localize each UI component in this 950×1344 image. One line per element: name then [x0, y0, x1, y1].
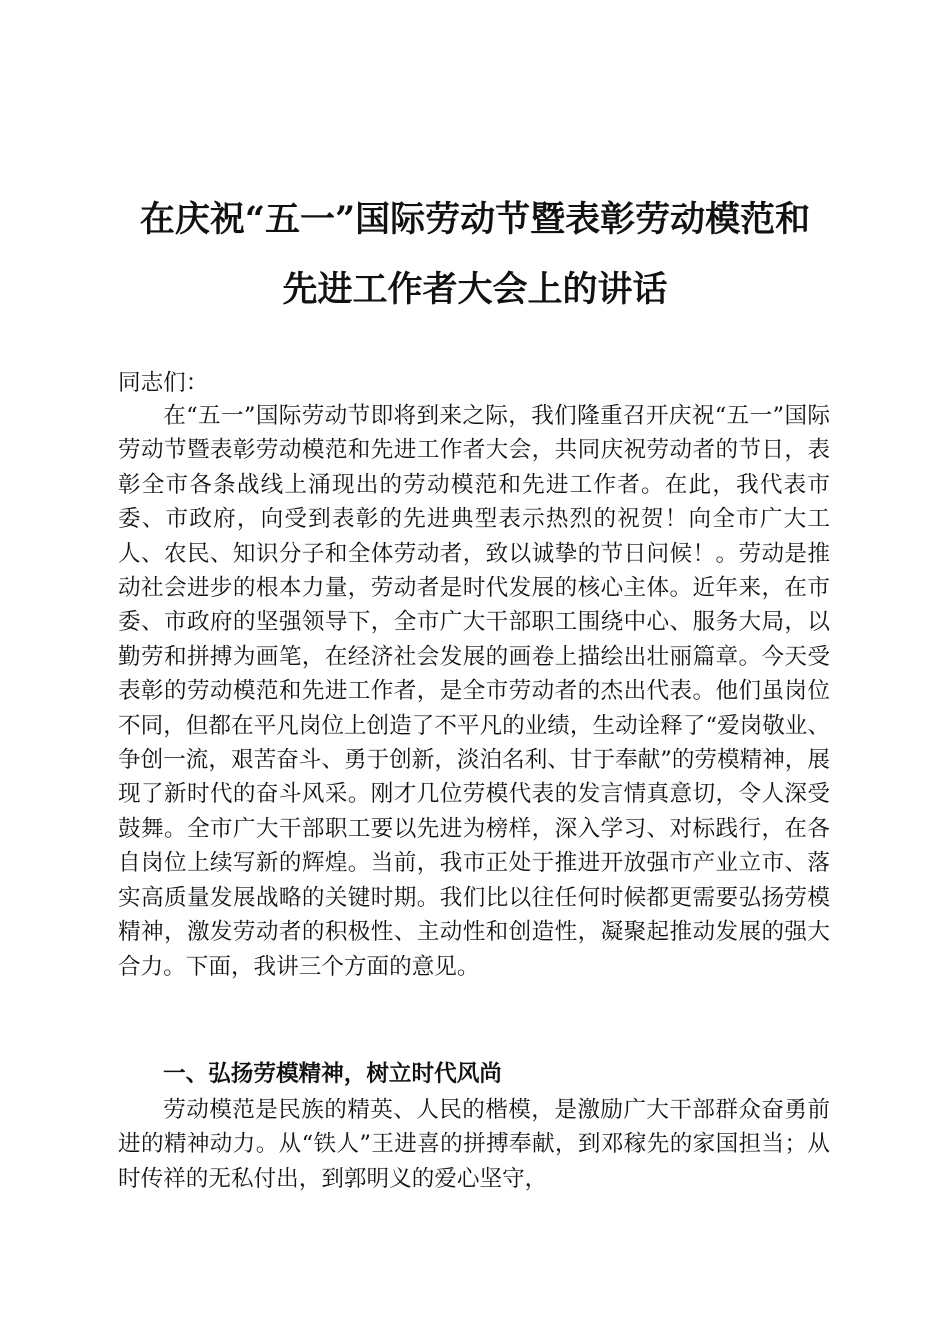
document-title-line-2: 先进工作者大会上的讲话	[282, 269, 668, 310]
section-heading-1: 一、弘扬劳模精神，树立时代风尚	[163, 1061, 502, 1087]
salutation: 同志们：	[118, 370, 209, 396]
document-title-line-1: 在庆祝“五一”国际劳动节暨表彰劳动模范和	[139, 199, 811, 240]
body-paragraph-1: 在“五一”国际劳动节即将到来之际，我们隆重召开庆祝“五一”国际劳动节暨表彰劳动模范和先进工作者大会，共同庆祝劳动者的节日，表彰全市各条战线上涌现出的劳动模范和先进工作者。在此，我代表市委、市政府，向受到表彰的先进典型表示热烈的祝贺！向全市广大工人、农民、知识分子和全体劳动者，致以诚挚的节日问候！。劳动是推动社会进步的根本力量，劳动者是时代发展的核心主体。近年来，在市委、市政府的坚强领导下，全市广大干部职工围绕中心、服务大局，以勤劳和拼搏为画笔，在经济社会发展的画卷上描绘出壮丽篇章。今天受表彰的劳动模范和先进工作者，是全市劳动者的杰出代表。他们虽岗位不同，但都在平凡岗位上创造了不平凡的业绩，生动诠释了“爱岗敬业、争创一流，艰苦奋斗、勇于创新，淡泊名利、甘于奉献”的劳模精神，展现了新时代的奋斗风采。刚才几位劳模代表的发言情真意切，令人深受鼓舞。全市广大干部职工要以先进为榜样，深入学习、对标践行，在各自岗位上续写新的辉煌。当前，我市正处于推进开放强市产业立市、落实高质量发展战略的关键时期。我们比以往任何时候都更需要弘扬劳模精神，激发劳动者的积极性、主动性和创造性，凝聚起推动发展的强大合力。下面，我讲三个方面的意见。	[118, 403, 830, 980]
body-paragraph-2: 劳动模范是民族的精英、人民的楷模，是激励广大干部群众奋勇前进的精神动力。从“铁人”王进喜的拼搏奉献，到邓稼先的家国担当；从时传祥的无私付出，到郭明义的爱心坚守，	[118, 1097, 830, 1192]
